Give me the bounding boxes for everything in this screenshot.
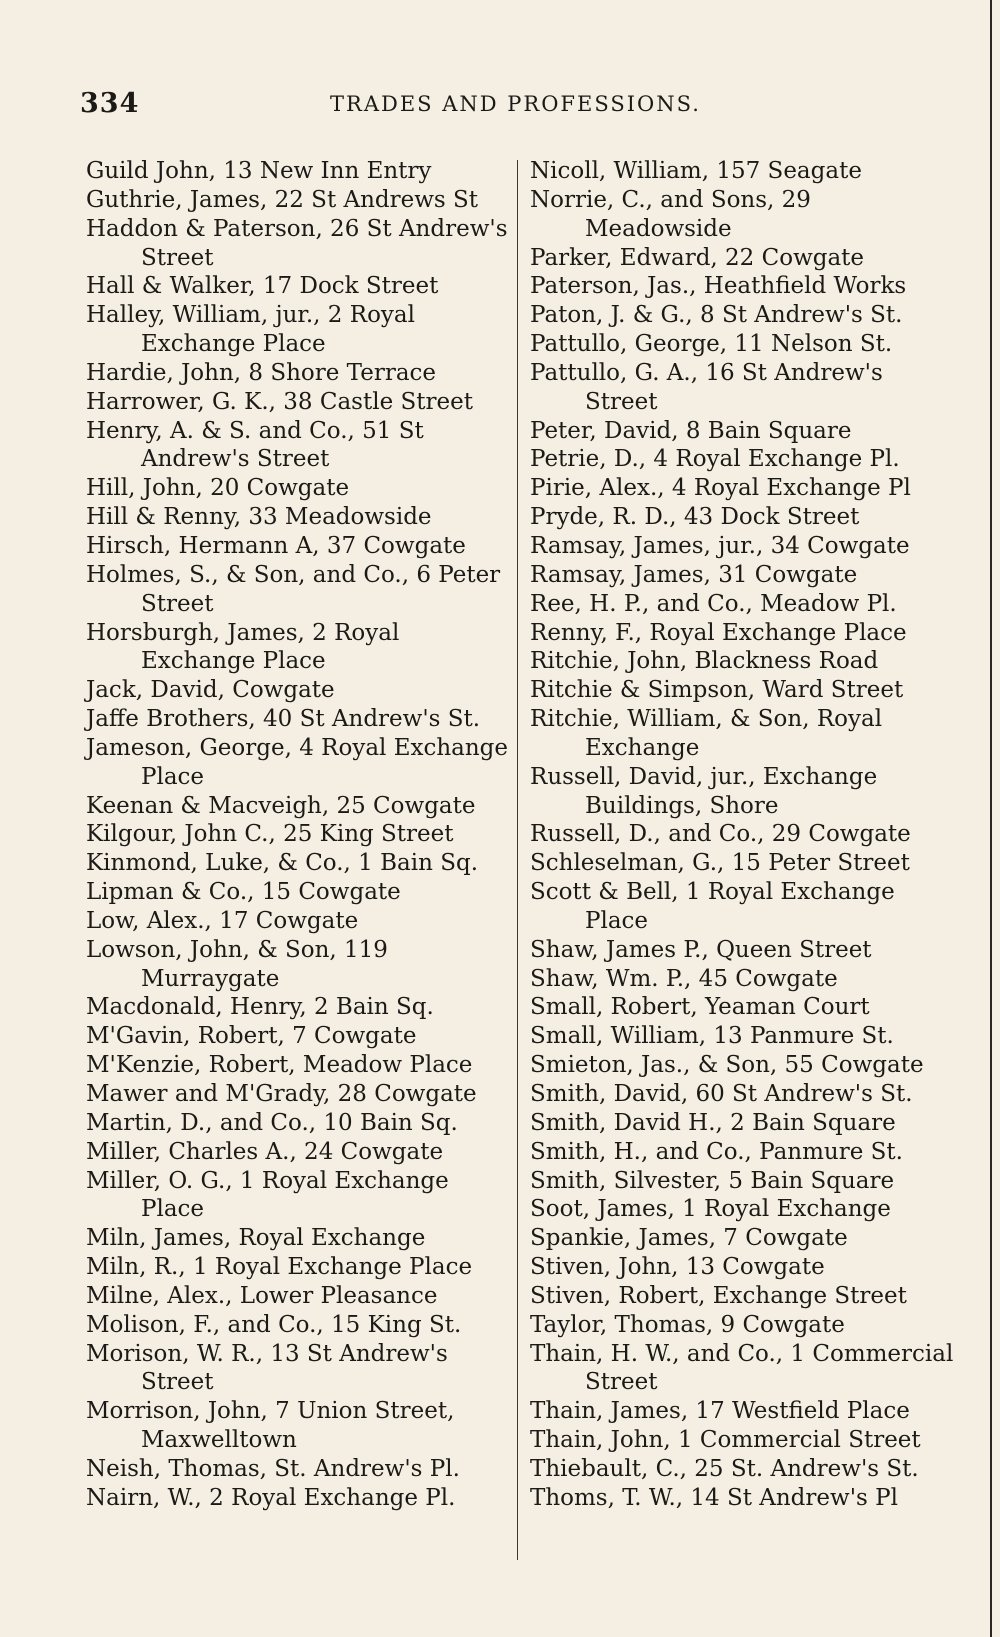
directory-entry: Miln, R., 1 Royal Exchange Place	[86, 1254, 473, 1281]
directory-entry: Ritchie, William, & Son, Royal Exchange	[530, 706, 883, 761]
directory-entry: Ritchie & Simpson, Ward Street	[530, 677, 904, 704]
directory-entry: Halley, William, jur., 2 Royal Exchange Place	[86, 302, 415, 358]
page-number: 334	[80, 88, 140, 119]
directory-entry: Keenan & Macveigh, 25 Cowgate	[86, 792, 476, 819]
directory-entry: Martin, D., and Co., 10 Bain Sq.	[86, 1109, 458, 1136]
directory-entry: Morrison, John, 7 Union Street, Maxwelltown	[86, 1398, 455, 1454]
directory-entry: Nicoll, William, 157 Seagate	[530, 158, 862, 184]
directory-entry: Jameson, George, 4 Royal Exchange Place	[86, 734, 509, 790]
directory-entry: Shaw, Wm. P., 45 Cowgate	[530, 965, 838, 992]
directory-entry: Spankie, James, 7 Cowgate	[530, 1225, 848, 1252]
directory-entry: Hall & Walker, 17 Dock Street	[86, 273, 439, 300]
directory-entry: Taylor, Thomas, 9 Cowgate	[530, 1311, 845, 1338]
directory-entry: M'Gavin, Robert, 7 Cowgate	[86, 1023, 417, 1050]
directory-entry: Smieton, Jas., & Son, 55 Cowgate	[530, 1052, 924, 1079]
right-column	[530, 157, 962, 1513]
directory-entry: Small, William, 13 Panmure St.	[530, 1023, 894, 1050]
directory-entry: Hardie, John, 8 Shore Terrace	[86, 359, 437, 386]
directory-entry: Ramsay, James, jur., 34 Cowgate	[530, 532, 910, 559]
directory-entry: Guild John, 13 New Inn Entry	[86, 158, 432, 184]
directory-entry: Thain, John, 1 Commercial Street	[530, 1427, 921, 1454]
directory-entry: Scott & Bell, 1 Royal Exchange Place	[530, 879, 895, 934]
directory-entry: Hirsch, Hermann A, 37 Cowgate	[86, 532, 466, 559]
column-divider	[517, 160, 518, 1560]
directory-entry: Peter, David, 8 Bain Square	[530, 417, 852, 444]
directory-entry: Kilgour, John C., 25 King Street	[86, 821, 454, 848]
directory-entry: Morison, W. R., 13 St Andrew's Street	[86, 1340, 448, 1396]
directory-entry: Thain, James, 17 Westfield Place	[530, 1398, 910, 1425]
directory-entry: Thoms, T. W., 14 St Andrew's Pl	[530, 1484, 898, 1511]
directory-entry: Hill & Renny, 33 Meadowside	[86, 504, 432, 531]
directory-entry: Stiven, John, 13 Cowgate	[530, 1254, 825, 1281]
directory-entry: Molison, F., and Co., 15 King St.	[86, 1311, 462, 1338]
directory-entry: Miller, Charles A., 24 Cowgate	[86, 1138, 444, 1165]
directory-entry: Horsburgh, James, 2 Royal Exchange Place	[86, 619, 400, 675]
directory-entry: Holmes, S., & Son, and Co., 6 Peter Street	[86, 561, 501, 617]
directory-entry: Thiebault, C., 25 St. Andrew's St.	[530, 1455, 919, 1482]
running-title: TRADES AND PROFESSIONS.	[330, 92, 701, 116]
directory-entry: Low, Alex., 17 Cowgate	[86, 907, 359, 934]
directory-entry: Stiven, Robert, Exchange Street	[530, 1282, 907, 1309]
directory-entry: Hill, John, 20 Cowgate	[86, 475, 350, 502]
directory-entry: M'Kenzie, Robert, Meadow Place	[86, 1052, 473, 1079]
directory-entry: Henry, A. & S. and Co., 51 St Andrew's Street	[86, 417, 424, 473]
directory-entry: Smith, Silvester, 5 Bain Square	[530, 1167, 895, 1194]
directory-entry: Guthrie, James, 22 St Andrews St	[86, 186, 479, 213]
directory-entry: Pirie, Alex., 4 Royal Exchange Pl	[530, 475, 911, 502]
directory-entry: Smith, David H., 2 Bain Square	[530, 1109, 896, 1136]
directory-entry: Smith, David, 60 St Andrew's St.	[530, 1081, 913, 1107]
directory-entry: Neish, Thomas, St. Andrew's Pl.	[86, 1455, 460, 1482]
directory-entry: Petrie, D., 4 Royal Exchange Pl.	[530, 446, 900, 473]
directory-entry: Pattullo, G. A., 16 St Andrew's Street	[530, 359, 883, 415]
directory-entry: Schleselman, G., 15 Peter Street	[530, 850, 910, 877]
directory-entry: Mawer and M'Grady, 28 Cowgate	[86, 1081, 477, 1107]
directory-entry: Lowson, John, & Son, 119 Murraygate	[86, 936, 388, 992]
directory-entry: Nairn, W., 2 Royal Exchange Pl.	[86, 1484, 456, 1511]
left-column	[86, 157, 510, 1513]
directory-entry: Harrower, G. K., 38 Castle Street	[86, 388, 473, 415]
directory-entry: Parker, Edward, 22 Cowgate	[530, 244, 865, 271]
directory-entry: Haddon & Paterson, 26 St Andrew's Street	[86, 215, 508, 271]
directory-entry: Ramsay, James, 31 Cowgate	[530, 561, 858, 588]
directory-entry: Lipman & Co., 15 Cowgate	[86, 879, 401, 906]
directory-entry: Paterson, Jas., Heathfield Works	[530, 273, 907, 300]
directory-entry: Norrie, C., and Sons, 29 Meadowside	[530, 186, 811, 242]
directory-entry: Soot, James, 1 Royal Exchange	[530, 1196, 891, 1223]
directory-entry: Smith, H., and Co., Panmure St.	[530, 1138, 903, 1165]
directory-entry: Jack, David, Cowgate	[86, 677, 335, 704]
directory-entry: Russell, D., and Co., 29 Cowgate	[530, 821, 911, 848]
directory-entry: Miln, James, Royal Exchange	[86, 1225, 426, 1252]
directory-entry: Small, Robert, Yeaman Court	[530, 994, 870, 1021]
directory-entry: Pattullo, George, 11 Nelson St.	[530, 331, 893, 358]
directory-entry: Russell, David, jur., Exchange Buildings, Shore	[530, 763, 878, 819]
directory-entry: Macdonald, Henry, 2 Bain Sq.	[86, 994, 434, 1021]
page-edge	[990, 0, 992, 1637]
directory-entry: Milne, Alex., Lower Pleasance	[86, 1282, 438, 1309]
directory-entry: Miller, O. G., 1 Royal Exchange Place	[86, 1167, 449, 1223]
directory-entry: Paton, J. & G., 8 St Andrew's St.	[530, 302, 903, 329]
directory-entry: Ritchie, John, Blackness Road	[530, 648, 879, 675]
directory-entry: Thain, H. W., and Co., 1 Commercial Street	[530, 1340, 954, 1396]
directory-entry: Shaw, James P., Queen Street	[530, 936, 872, 963]
directory-entry: Pryde, R. D., 43 Dock Street	[530, 504, 860, 531]
directory-entry: Renny, F., Royal Exchange Place	[530, 619, 907, 646]
directory-entry: Jaffe Brothers, 40 St Andrew's St.	[86, 706, 481, 733]
directory-entry: Kinmond, Luke, & Co., 1 Bain Sq.	[86, 850, 479, 877]
page-header	[80, 88, 710, 124]
directory-entry: Ree, H. P., and Co., Meadow Pl.	[530, 590, 897, 617]
